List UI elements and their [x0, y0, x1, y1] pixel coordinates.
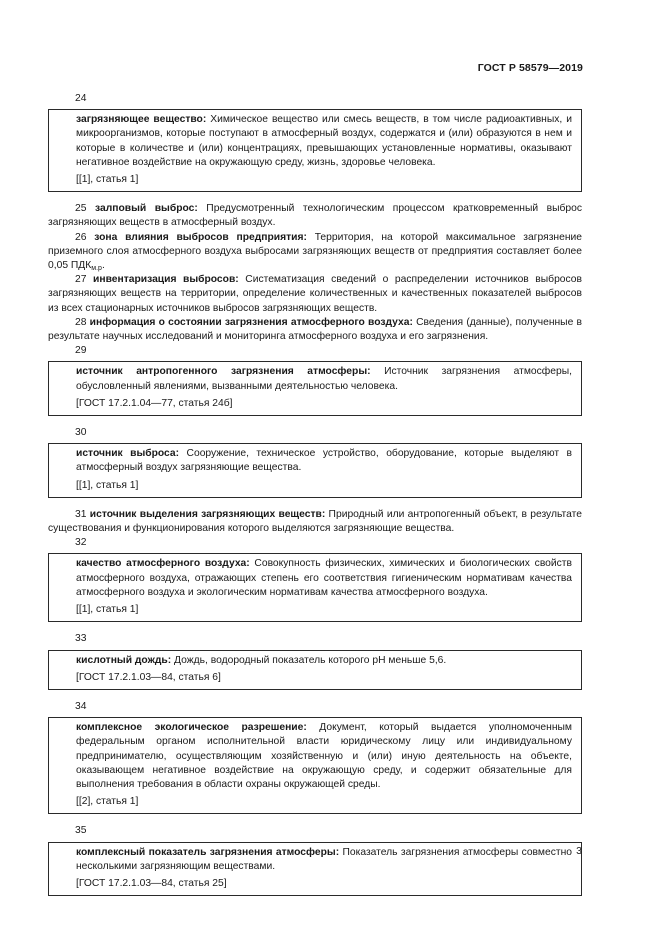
term-box-24: [48, 109, 582, 192]
term-reference: [ГОСТ 17.2.1.03—84, статья 25]: [76, 877, 227, 889]
term-text: Сооружение, техническое устройство, оборудование, которые выделяют в атмосферный воздух загрязняющие вещества.: [76, 448, 572, 474]
term-number: 26: [75, 231, 87, 243]
term-definition: [76, 721, 572, 792]
term-paragraph-25: [48, 202, 582, 230]
term-paragraph-31: [48, 508, 582, 536]
term-title: комплексное экологическое разрешение:: [76, 722, 307, 734]
term-definition: [76, 654, 572, 668]
term-text: Дождь, водородный показатель которого pH меньше 5,6.: [171, 654, 447, 666]
term-reference: [ГОСТ 17.2.1.03—84, статья 6]: [76, 671, 221, 683]
term-number: 25: [75, 203, 87, 215]
term-text: Источник загрязнения атмосферы, обусловленный явлениями, вызванными деятельностью человека.: [76, 366, 572, 392]
term-paragraph-26: 26 зона влияния выбросов предприятия: Территория, на которой максимальное загрязнение приземного слоя атмосферного воздуха выбросами загрязняющих веществ от предприятия составляет более 0,05 $ПДК_{м.р}$.: [48, 231, 582, 273]
term-subscript: м.р: [91, 265, 102, 273]
term-number: 30: [75, 427, 87, 439]
term-number: 28: [75, 316, 87, 328]
term-title: залповый выброс:: [94, 203, 198, 215]
term-title: качество атмосферного воздуха:: [76, 558, 250, 570]
term-paragraph-27: [48, 273, 582, 316]
term-text: Сведения (данные), полученные в результате научных исследований и мониторинга атмосферного воздуха и его загрязнения.: [48, 316, 582, 343]
term-number: 27: [75, 274, 87, 286]
term-box-30: [48, 443, 582, 498]
term-reference: [[1], статья 1]: [76, 604, 139, 616]
term-text: Территория, на которой максимальное загрязнение приземного слоя атмосферного воздуха выбросами загрязняющих веществ от предприятия составляет более 0,05 ПДК: [48, 231, 582, 272]
document-standard-code: ГОСТ Р 58579—2019: [477, 62, 583, 74]
term-title: информация о состоянии загрязнения атмосферного воздуха:: [89, 316, 413, 328]
term-reference: [[1], статья 1]: [76, 479, 139, 491]
term-box-32: [48, 553, 582, 622]
term-text: Систематизация сведений о распределении источников выбросов загрязняющих веществ на территории, определение количественных и качественных показателей выбросов из всех стационарных источников выбросов загрязняющих веществ.: [48, 274, 582, 314]
term-title: источник антропогенного загрязнения атмосферы:: [76, 366, 371, 378]
term-definition: [76, 113, 572, 170]
term-title: зона влияния выбросов предприятия:: [94, 231, 307, 243]
term-title: источник выброса:: [76, 448, 180, 460]
page-number: 3: [576, 845, 582, 857]
term-title: комплексный показатель загрязнения атмосферы:: [76, 846, 340, 858]
term-number: 33: [75, 633, 87, 645]
term-reference: [ГОСТ 17.2.1.04—77, статья 24б]: [76, 397, 233, 409]
term-number: 34: [75, 700, 87, 712]
term-definition: [76, 846, 572, 874]
term-box-33: [48, 650, 582, 690]
term-reference: [[2], статья 1]: [76, 796, 139, 808]
term-text: Документ, который выдается уполномоченным федеральным органом исполнительной власти юридическому лицу или индивидуальному предпринимателю, осуществляющим хозяйственную и (или) иную деятельность на объекте, оказывающем негативное воздействие на окружающую среду, и содержит обязательные для выполнения требования в области охраны окружающей среды.: [76, 722, 573, 790]
term-definition: [76, 365, 572, 393]
term-number: 35: [75, 825, 87, 837]
term-number: 31: [75, 508, 87, 520]
term-definition: [76, 557, 572, 600]
term-paragraph-28: [48, 316, 582, 344]
terms-list: [48, 92, 582, 896]
term-number: 32: [75, 537, 87, 549]
term-definition: [76, 447, 572, 475]
term-text: Природный или антропогенный объект, в результате существования и функционирования которого выделяются загрязняющие вещества.: [48, 508, 582, 535]
term-number: 29: [75, 345, 87, 357]
term-text: Предусмотренный технологическим процессом кратковременный выброс загрязняющих веществ в атмосферный воздух.: [48, 203, 582, 229]
term-title: кислотный дождь:: [76, 654, 172, 666]
term-text: Химическое вещество или смесь веществ, в том числе радиоактивных, и микроорганизмов, которые поступают в атмосферный воздух, содержатся и (или) образуются в нем и которые в количестве и (или) концентрациях, превышающих установленные нормативы, оказывают негативное воздействие на окружающую среду, жизнь, здоровье человека.: [76, 114, 572, 168]
term-title: загрязняющее вещество:: [76, 114, 207, 126]
term-title: инвентаризация выбросов:: [93, 274, 239, 286]
term-text: Показатель загрязнения атмосферы совместно несколькими загрязняющим веществами.: [76, 846, 572, 872]
term-box-29: [48, 361, 582, 416]
term-box-34: [48, 717, 582, 814]
term-text: Совокупность физических, химических и биологических свойств атмосферного воздуха, отражающих степень его соответствия гигиеническим нормативам качества атмосферного воздуха и экологическим нормативам качества атмосферного воздуха.: [76, 558, 572, 598]
term-number: 24: [75, 93, 87, 104]
term-reference: [[1], статья 1]: [76, 174, 139, 186]
term-box-35: [48, 842, 582, 897]
term-title: источник выделения загрязняющих веществ:: [89, 508, 326, 520]
